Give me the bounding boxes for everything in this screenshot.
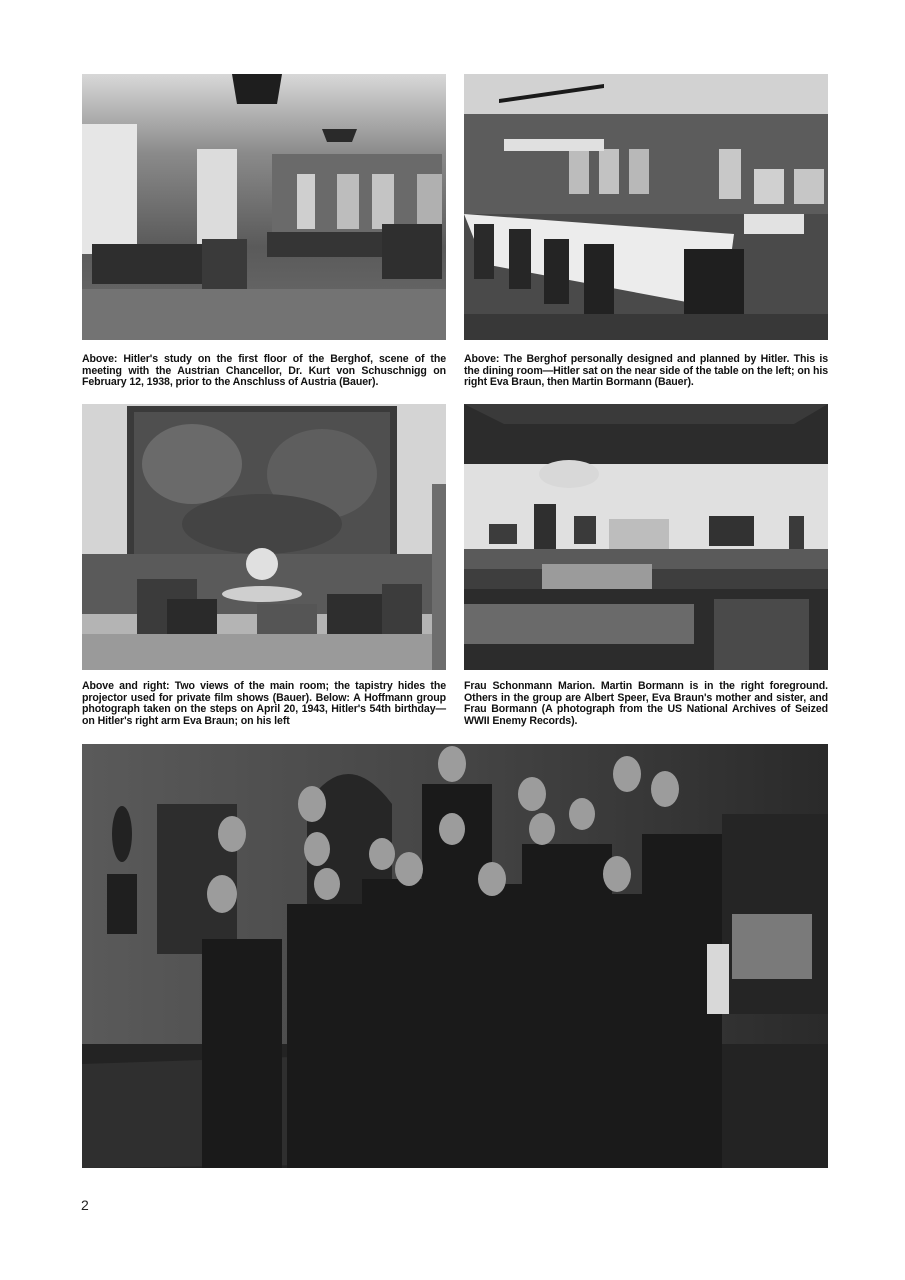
group-photo: [82, 744, 828, 1168]
dining-room-photo: [464, 74, 828, 340]
main-room-wide-photo: [464, 404, 828, 670]
page-number: 2: [81, 1197, 89, 1213]
study-caption: Above: Hitler's study on the first floor of the Berghof, scene of the meeting with the Austrian Chancellor, Dr. Kurt von Schuschnigg on February 12, 1938, prior to the Anschluss of Austria (Bauer).: [82, 353, 446, 389]
main-room-caption-left: Above and right: Two views of the main room; the tapistry hides the projector used for private film shows (Bauer). Below: A Hoffmann group photograph taken on the steps on April 20, 1943, Hitler's 54th birthday—on Hitler's right arm Eva Braun; on his left: [82, 680, 446, 727]
main-room-caption-right: Frau Schonmann Marion. Martin Bormann is in the right foreground. Others in the group are Albert Speer, Eva Braun's mother and sister, and Frau Bormann (A photograph from the US National Archives of Seized WWII Enemy Records).: [464, 680, 828, 727]
study-photo: [82, 74, 446, 340]
main-room-tapestry-photo: [82, 404, 446, 670]
dining-room-caption: Above: The Berghof personally designed and planned by Hitler. This is the dining room—Hitler sat on the near side of the table on the left; on his right Eva Braun, then Martin Bormann (Bauer).: [464, 353, 828, 389]
